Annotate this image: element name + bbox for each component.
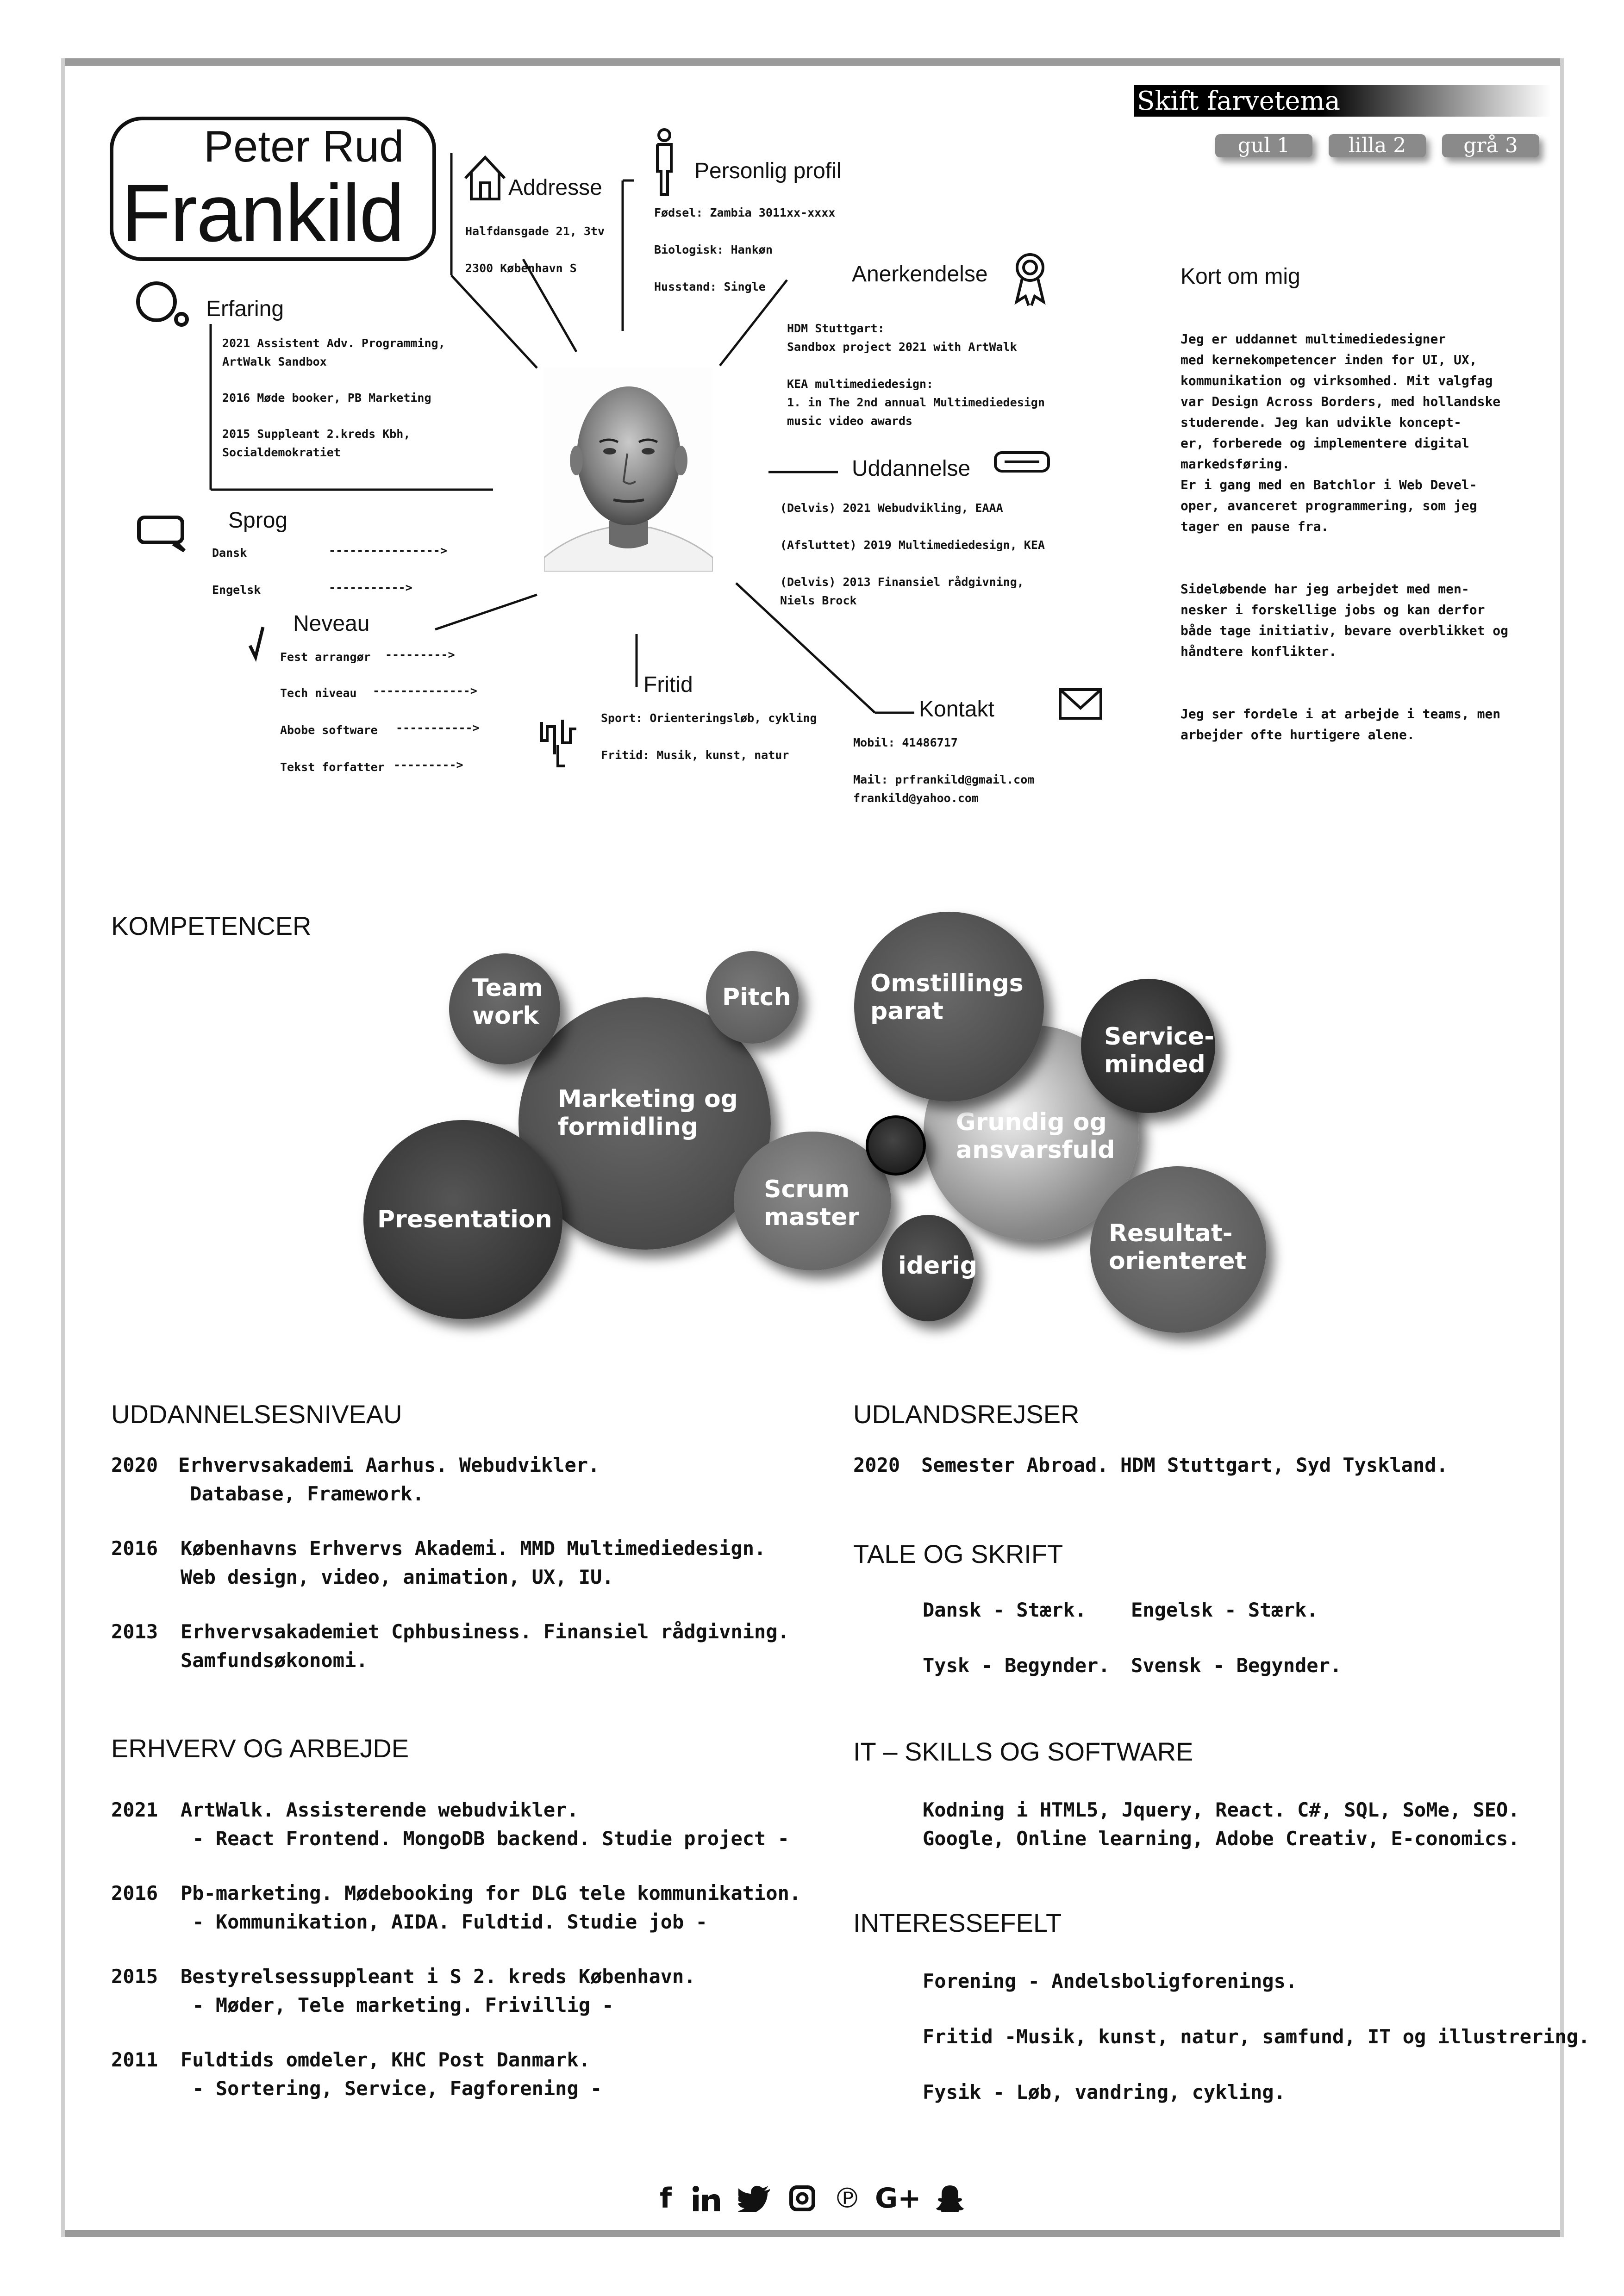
education-small-title: Uddannelse — [852, 456, 971, 481]
graduation-icon — [995, 453, 1049, 471]
recognition-line: music video awards — [787, 414, 912, 428]
address-line-1: Halfdansgade 21, 3tv — [465, 224, 605, 238]
competence-bubble: Service- minded — [1081, 979, 1215, 1113]
level-arrow: ---------> — [385, 648, 455, 661]
it-text: Kodning i HTML5, Jquery, React. C#, SQL, SoMe, SEO. Google, Online learning, Adobe Creativ, E-conomics. — [923, 1798, 1520, 1850]
level-label: Tech niveau — [280, 686, 357, 700]
leisure-item: Fritid: Musik, kunst, natur — [601, 748, 789, 762]
contact-email[interactable]: Mail: prfrankild@gmail.com — [853, 773, 1035, 786]
competence-bubble: Presentation — [363, 1120, 562, 1319]
google-plus-icon[interactable]: G+ — [875, 2182, 921, 2215]
profile-title: Personlig profil — [694, 159, 842, 183]
level-arrow: ---------> — [394, 758, 463, 772]
speech-item: Dansk - Stærk. — [923, 1599, 1087, 1621]
competences-title: KOMPETENCER — [111, 911, 312, 940]
languages-title: Sprog — [228, 508, 288, 533]
competence-bubble: iderig — [882, 1215, 974, 1321]
education-text: Erhvervsakademiet Cphbusiness. Finansiel rådgivning. Samfundsøkonomi. — [181, 1620, 789, 1672]
linkedin-icon[interactable] — [692, 2185, 721, 2212]
competence-bubble: Scrum master — [734, 1132, 891, 1270]
interest-item: Fritid -Musik, kunst, natur, samfund, IT og illustrering. — [923, 2025, 1590, 2048]
level-arrow: --------------> — [373, 684, 477, 697]
interest-item: Fysik - Løb, vandring, cykling. — [923, 2081, 1286, 2103]
level-label: Fest arrangør — [280, 650, 371, 664]
instagram-icon[interactable] — [789, 2185, 815, 2211]
language-level-arrow: ----------------> — [329, 544, 447, 557]
education-small-item: (Delvis) 2013 Finansiel rådgivning, Niels Brock — [780, 575, 1024, 607]
work-year: 2021 — [111, 1798, 158, 1821]
address-line-2: 2300 København S — [465, 261, 577, 275]
about-paragraph-2: Sideløbende har jeg arbejdet med men- nesker i forskellige jobs og kan derfor både tage initiativ, bevare overblikket og håndtere konflikter. — [1181, 581, 1509, 659]
recognition-title: Anerkendelse — [852, 262, 988, 286]
profile-item: Husstand: Single — [654, 280, 766, 293]
theme-button-yellow[interactable]: gul 1 — [1215, 134, 1312, 157]
experience-item: 2021 Assistent Adv. Programming, ArtWalk Sandbox — [222, 336, 445, 368]
recognition-line: 1. in The 2nd annual Multimediedesign — [787, 396, 1045, 409]
about-paragraph-1: Jeg er uddannet multimediedesigner med kernekompetencer inden for UI, UX, kommunikation og virksomhed. Mit valgfag var Design Across Borders, med hollandske studerende. Jeg kan udvikle koncept- er, forberede og implementere digital markedsføring. Er i gang med en Batchlor i Web Devel- oper, avanceret programmering, som jeg tager en pause fra. — [1181, 331, 1501, 534]
speech-item: Engelsk - Stærk. — [1131, 1599, 1318, 1621]
twitter-icon[interactable] — [738, 2185, 771, 2212]
award-icon — [1017, 255, 1043, 305]
work-text: Bestyrelsessuppleant i S 2. kreds København. - Møder, Tele marketing. Frivillig - — [181, 1965, 696, 2016]
language-label: Engelsk — [212, 583, 261, 597]
address-title: Addresse — [508, 175, 602, 200]
education-small-item: (Delvis) 2021 Webudvikling, EAAA — [780, 501, 1003, 515]
work-year: 2011 — [111, 2048, 158, 2071]
music-icon — [542, 720, 576, 766]
interests-title: INTERESSEFELT — [853, 1908, 1062, 1937]
pinterest-icon[interactable]: ℗ — [833, 2182, 861, 2215]
competence-bubble: Marketing og formidling — [518, 997, 771, 1250]
competence-bubble: Pitch — [706, 951, 799, 1044]
search-icon — [138, 283, 187, 325]
level-label: Tekst forfatter — [280, 760, 385, 774]
abroad-title: UDLANDSREJSER — [853, 1400, 1080, 1429]
theme-button-gray[interactable]: grå 3 — [1442, 134, 1539, 157]
language-level-arrow: -----------> — [329, 581, 412, 594]
education-year: 2020 — [111, 1454, 158, 1476]
work-year: 2016 — [111, 1882, 158, 1904]
language-label: Dansk — [212, 546, 247, 560]
work-title: ERHVERV OG ARBEJDE — [111, 1734, 409, 1763]
leisure-item: Sport: Orienteringsløb, cykling — [601, 711, 817, 725]
recognition-line: HDM Stuttgart: — [787, 322, 885, 335]
level-title: Neveau — [293, 611, 370, 636]
abroad-text: Semester Abroad. HDM Stuttgart, Syd Tyskland. — [921, 1454, 1448, 1476]
theme-button-purple[interactable]: lilla 2 — [1329, 134, 1426, 157]
it-title: IT – SKILLS OG SOFTWARE — [853, 1737, 1193, 1766]
last-name: Frankild — [121, 168, 404, 259]
abroad-year: 2020 — [853, 1454, 900, 1476]
work-text: Fuldtids omdeler, KHC Post Danmark. - Sortering, Service, Fagforening - — [181, 2048, 602, 2100]
speech-item: Svensk - Begynder. — [1131, 1654, 1342, 1677]
contact-title: Kontakt — [919, 697, 994, 722]
facebook-icon[interactable]: f — [660, 2182, 672, 2215]
experience-title: Erfaring — [206, 297, 284, 321]
leisure-title: Fritid — [643, 672, 693, 697]
education-small-item: (Afsluttet) 2019 Multimediedesign, KEA — [780, 538, 1045, 552]
speech-item: Tysk - Begynder. — [923, 1654, 1110, 1677]
contact-phone: Mobil: 41486717 — [853, 736, 958, 749]
profile-item: Fødsel: Zambia 3011xx-xxxx — [654, 206, 836, 219]
competence-bubble: Resultat- orienteret — [1090, 1166, 1266, 1333]
experience-item: 2016 Møde booker, PB Marketing — [222, 391, 431, 404]
interest-item: Forening - Andelsboligforenings. — [923, 1970, 1298, 1992]
education-year: 2013 — [111, 1620, 158, 1643]
speech-title: TALE OG SKRIFT — [853, 1539, 1063, 1568]
competence-dot — [866, 1115, 926, 1176]
profile-photo — [544, 368, 713, 572]
envelope-icon — [1060, 690, 1101, 718]
work-text: Pb-marketing. Mødebooking for DLG tele kommunikation. - Kommunikation, AIDA. Fuldtid. Studie job - — [181, 1882, 801, 1933]
level-arrow: -----------> — [396, 721, 480, 734]
work-text: ArtWalk. Assisterende webudvikler. - React Frontend. MongoDB backend. Studie project - — [181, 1798, 789, 1850]
competence-bubble: Omstillings parat — [854, 912, 1044, 1101]
education-text: Københavns Erhvervs Akademi. MMD Multimediedesign. Web design, video, animation, UX, IU. — [181, 1537, 766, 1588]
check-icon — [250, 627, 263, 657]
person-icon — [657, 130, 671, 194]
recognition-line: Sandbox project 2021 with ArtWalk — [787, 340, 1017, 354]
first-name: Peter Rud — [204, 122, 404, 171]
experience-item: 2015 Suppleant 2.kreds Kbh, Socialdemokratiet — [222, 427, 411, 459]
house-icon — [465, 157, 505, 199]
page-border-bottom — [61, 2230, 1564, 2237]
education-text: Erhvervsakademi Aarhus. Webudvikler. Database, Framework. — [178, 1454, 600, 1505]
competence-bubble: Grundig og ansvarsfuld — [924, 1025, 1139, 1240]
about-paragraph-3: Jeg ser fordele i at arbejde i teams, men arbejder ofte hurtigere alene. — [1181, 706, 1501, 742]
education-title: UDDANNELSESNIVEAU — [111, 1400, 402, 1429]
contact-email[interactable]: frankild@yahoo.com — [853, 791, 979, 805]
chat-bubble-icon — [139, 517, 184, 551]
snapchat-icon[interactable] — [936, 2184, 964, 2212]
recognition-line: KEA multimediedesign: — [787, 377, 934, 391]
profile-item: Biologisk: Hankøn — [654, 243, 773, 256]
education-year: 2016 — [111, 1537, 158, 1560]
competence-bubble: Team work — [449, 953, 560, 1064]
level-label: Abobe software — [280, 723, 378, 737]
theme-title: Skift farvetema — [1137, 86, 1341, 116]
work-year: 2015 — [111, 1965, 158, 1988]
about-title: Kort om mig — [1181, 264, 1300, 289]
